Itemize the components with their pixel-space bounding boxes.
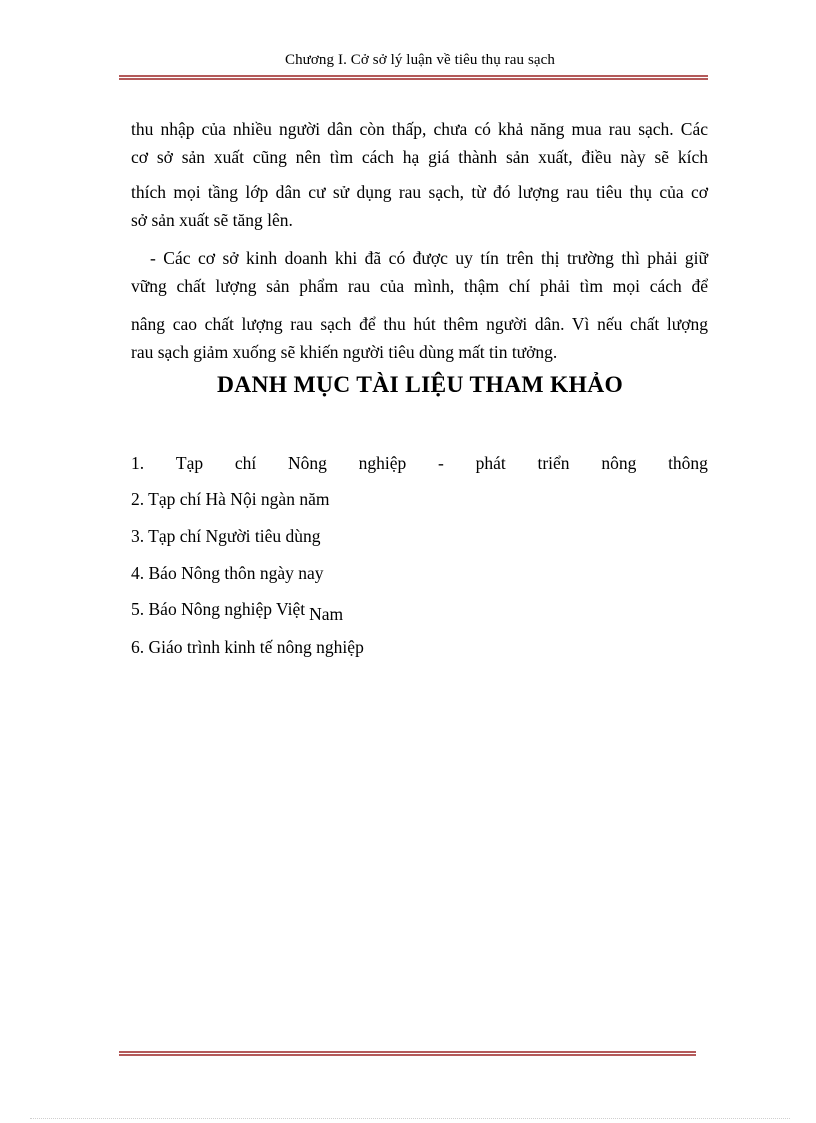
page-bottom-border	[30, 1118, 790, 1119]
paragraph-line: rau sạch giảm xuống sẽ khiến người tiêu dùng mất tin tưởng.	[131, 342, 558, 362]
reference-text-tail: Nam	[309, 604, 344, 624]
reference-word: -	[438, 453, 444, 473]
paragraph-line: sở sản xuất sẽ tăng lên.	[131, 210, 293, 230]
reference-text: 5. Báo Nông nghiệp Việt	[131, 599, 306, 619]
reference-word: 1.	[131, 453, 145, 473]
reference-word: chí	[234, 453, 257, 473]
paragraph-line: vững chất lượng sản phẩm rau của mình, thậm chí phải tìm mọi cách để	[131, 276, 708, 296]
reference-word: thông	[668, 453, 708, 473]
reference-word: Tạp	[175, 453, 204, 473]
reference-word: nghiệp	[358, 453, 407, 473]
reference-item-1	[131, 453, 708, 473]
chapter-header: Chương I. Cở sở lý luận về tiêu thụ rau sạch	[284, 52, 556, 68]
paragraph-line: thu nhập của nhiều người dân còn thấp, chưa có khả năng mua rau sạch. Các	[131, 119, 708, 139]
paragraph-line: - Các cơ sở kinh doanh khi đã có được uy tín trên thị trường thì phải giữ	[150, 248, 708, 268]
paragraph-line: nâng cao chất lượng rau sạch để thu hút thêm người dân. Vì nếu chất lượng	[131, 314, 708, 334]
header-divider	[119, 75, 708, 80]
reference-word: nông	[601, 453, 637, 473]
reference-item-2: 2. Tạp chí Hà Nội ngàn năm	[131, 489, 330, 509]
references-heading: DANH MỤC TÀI LIỆU THAM KHẢO	[216, 372, 624, 398]
reference-word: Nông	[287, 453, 327, 473]
reference-item-4: 4. Báo Nông thôn ngày nay	[131, 563, 324, 583]
reference-word: phát	[475, 453, 506, 473]
reference-item-6: 6. Giáo trình kinh tế nông nghiệp	[131, 637, 364, 657]
reference-word: triển	[537, 453, 570, 473]
paragraph-line: cơ sở sản xuất cũng nên tìm cách hạ giá thành sản xuất, điều này sẽ kích	[131, 147, 708, 167]
reference-item-5	[131, 599, 344, 624]
reference-item-3: 3. Tạp chí Người tiêu dùng	[131, 526, 321, 546]
paragraph-line: thích mọi tầng lớp dân cư sử dụng rau sạch, từ đó lượng rau tiêu thụ của cơ	[131, 182, 708, 202]
footer-divider	[119, 1051, 696, 1056]
